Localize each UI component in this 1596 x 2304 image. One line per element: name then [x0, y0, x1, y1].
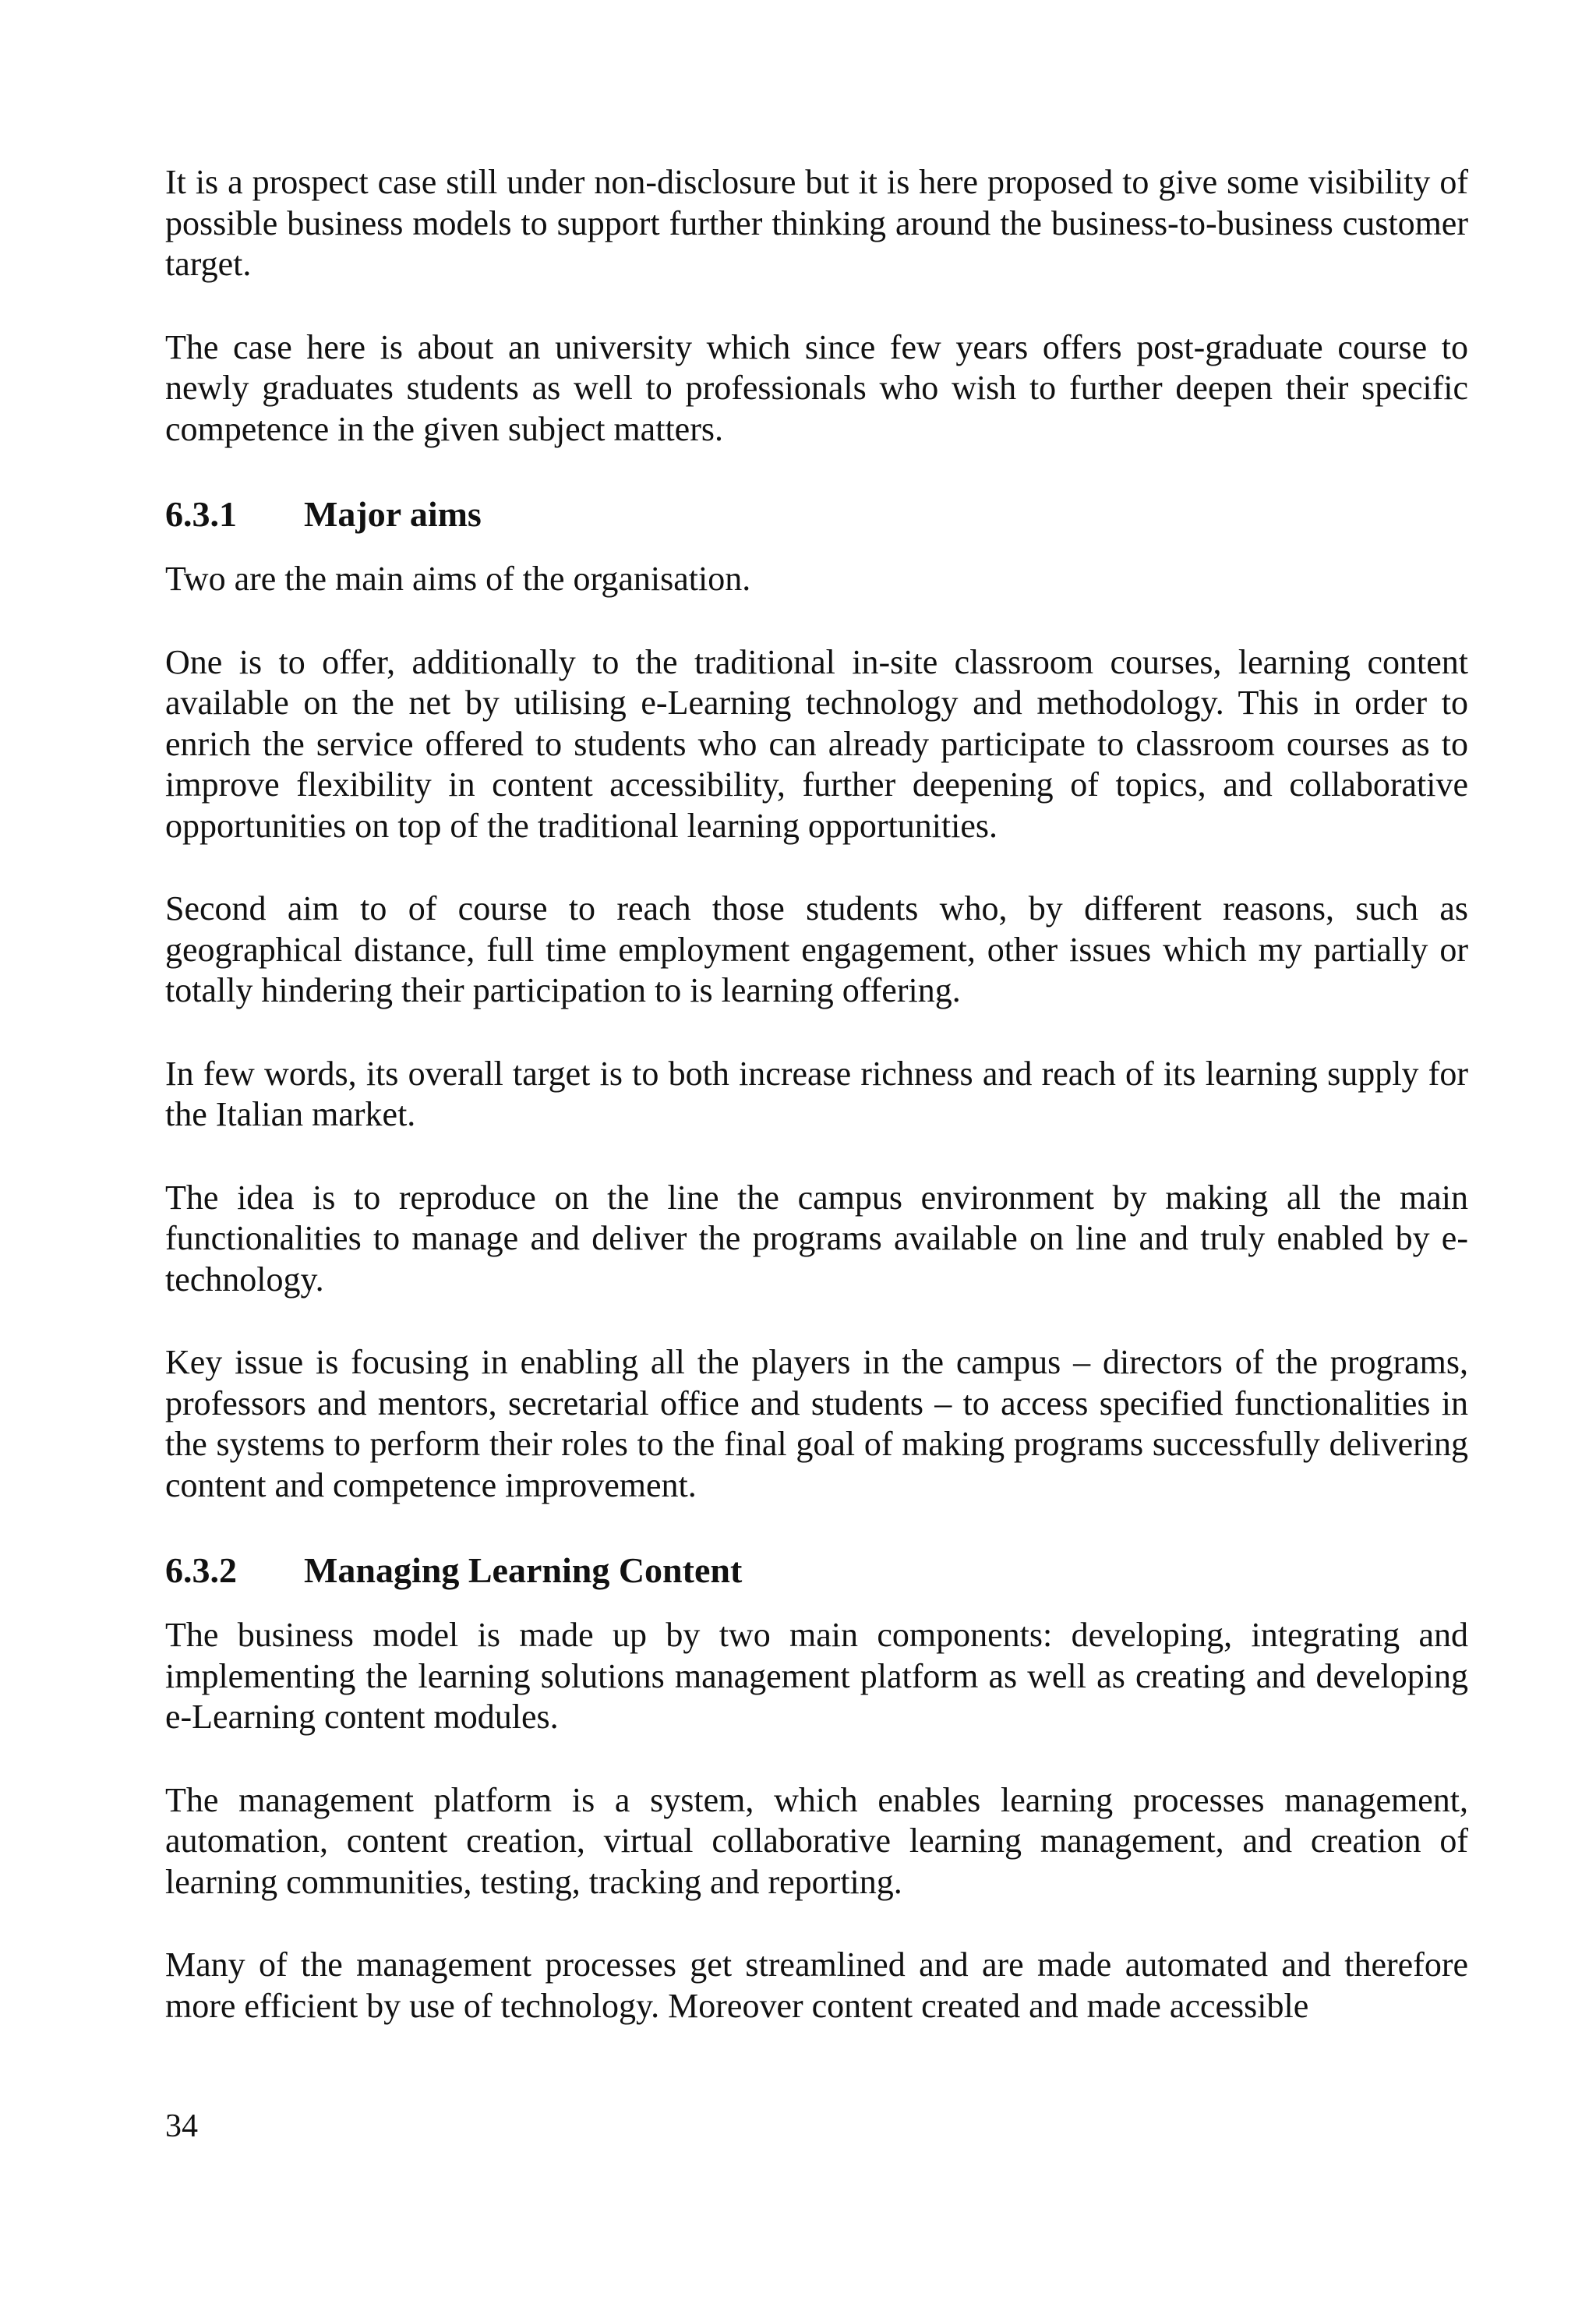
major-aims-paragraph-2: One is to offer, additionally to the traditional in-site classroom courses, learning content available on the net by utilising e-Learning technology and methodology. This in order to enrich the service offered to students who can already participate to classroom courses as to improve flexibility in content accessibility, further deepening of topics, and collaborative opportunities on top of the traditional learning opportunities.: [165, 642, 1468, 845]
managing-content-paragraph-1: The business model is made up by two main components: developing, integrating and implementing the learning solutions management platform as well as creating and developing e-Learning content modules.: [165, 1616, 1468, 1736]
major-aims-paragraph-1: Two are the main aims of the organisation.: [165, 560, 751, 598]
major-aims-paragraph-4: In few words, its overall target is to both increase richness and reach of its learning supply for the Italian market.: [165, 1054, 1468, 1133]
section-number: 6.3.2: [165, 1550, 237, 1590]
page-body: [165, 162, 1468, 2027]
major-aims-paragraph-3: Second aim to of course to reach those students who, by different reasons, such as geographical distance, full time employment engagement, other issues which my partially or totally hindering their participation to is learning offering.: [165, 889, 1468, 1009]
managing-content-paragraph-2: The management platform is a system, which enables learning processes management, automation, content creation, virtual collaborative learning management, and creation of learning communities, testing, tracking and reporting.: [165, 1780, 1468, 1901]
section-number: 6.3.1: [165, 494, 237, 534]
major-aims-paragraph-5: The idea is to reproduce on the line the campus environment by making all the main functionalities to manage and deliver the programs available on line and truly enabled by e-technology.: [165, 1178, 1468, 1299]
major-aims-paragraph-6: Key issue is focusing in enabling all the players in the campus – directors of the programs, professors and mentors, secretarial office and students – to access specified functionalities in the systems to perform their roles to the final goal of making programs successfully delivering content and competence improvement.: [165, 1343, 1468, 1504]
section-heading-managing-learning-content: [165, 1548, 1468, 1593]
section-title: Major aims: [304, 494, 482, 534]
managing-content-paragraph-3: Many of the management processes get streamlined and are made automated and therefore more efficient by use of technology. Moreover content created and made accessible: [165, 1945, 1468, 2025]
section-title: Managing Learning Content: [304, 1550, 743, 1590]
page-number: 34: [165, 2108, 198, 2144]
intro-paragraph-1: It is a prospect case still under non-disclosure but it is here proposed to give some visibility of possible business models to support further thinking around the business-to-business customer target.: [165, 163, 1468, 283]
intro-paragraph-2: The case here is about an university which since few years offers post-graduate course to newly graduates students as well to professionals who wish to further deepen their specific competence in the given subject matters.: [165, 327, 1468, 448]
section-heading-major-aims: [165, 492, 1468, 537]
